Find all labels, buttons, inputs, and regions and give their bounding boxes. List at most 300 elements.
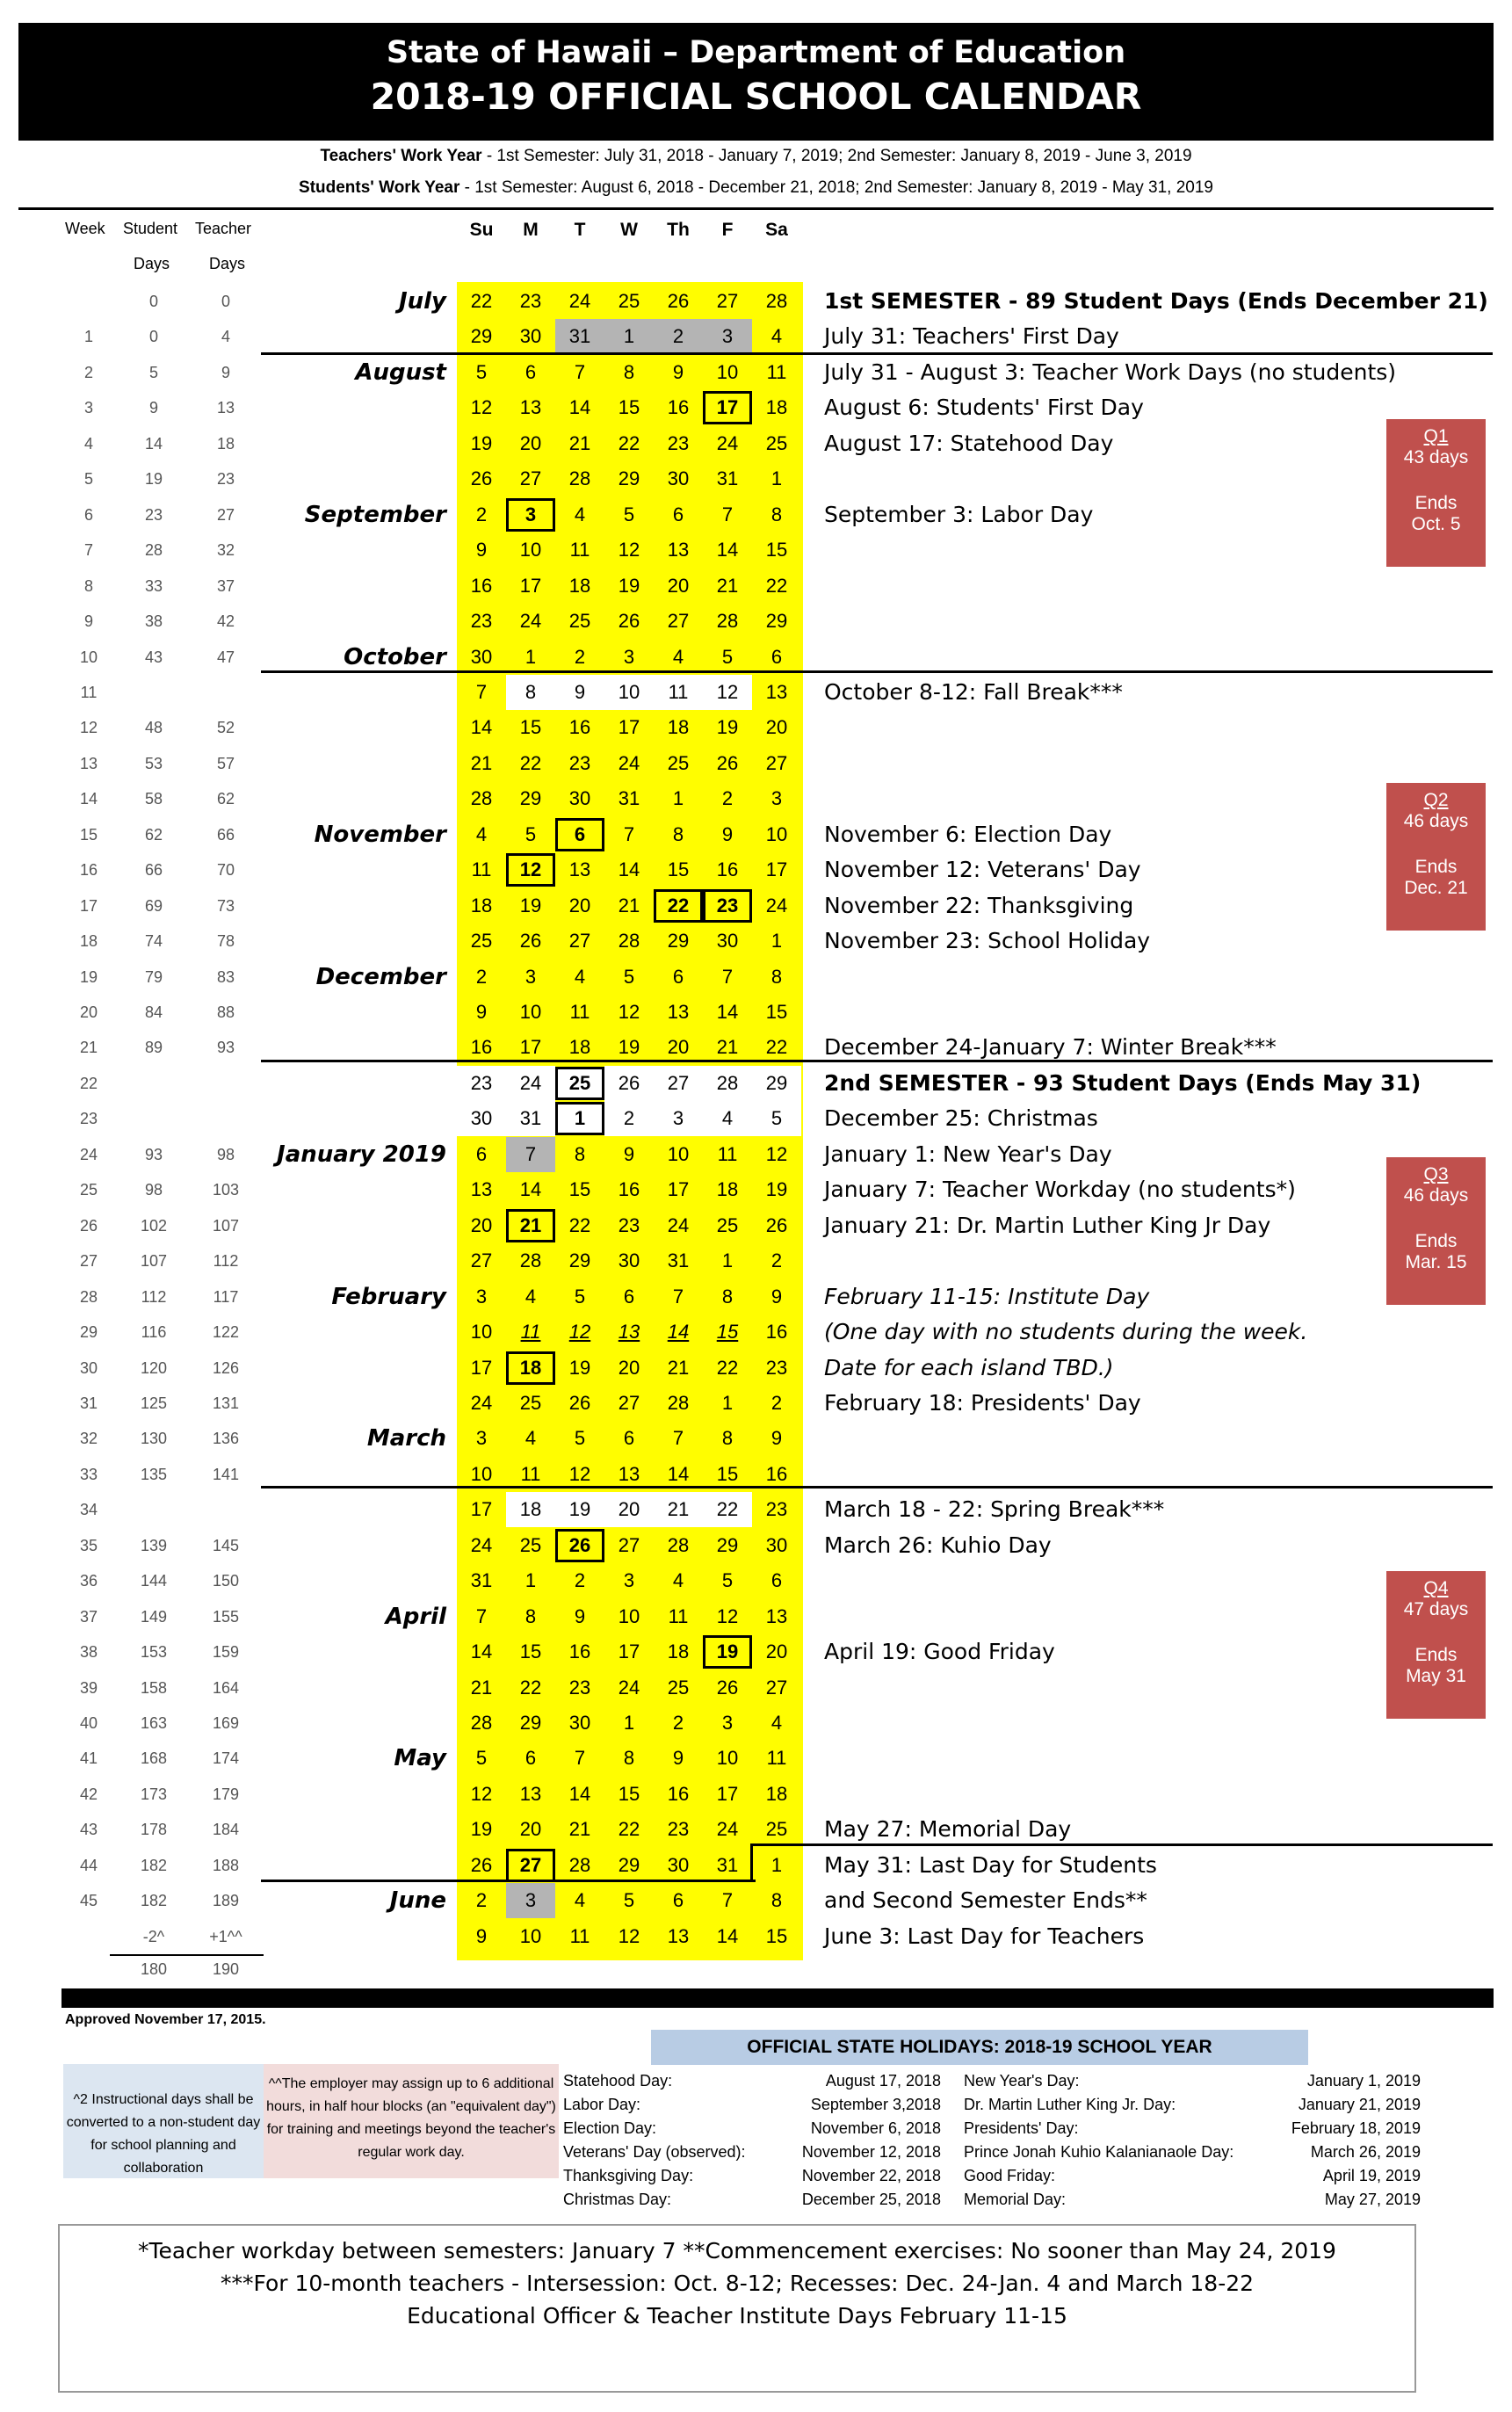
calendar-week-row	[0, 1101, 1512, 1136]
calendar-day: 26	[568, 1391, 591, 1414]
month-label: August	[355, 359, 446, 386]
teacher-days-count: 107	[212, 1216, 240, 1235]
quarter-box	[1386, 419, 1486, 567]
week-number: 9	[83, 612, 93, 631]
month-label	[255, 1351, 446, 1386]
calendar-week-row	[0, 746, 1512, 781]
calendar-day: 13	[667, 1001, 690, 1023]
event-note	[824, 995, 1474, 1030]
calendar-day: 29	[519, 787, 542, 810]
month-label	[255, 604, 446, 639]
calendar-day: 4	[672, 645, 684, 668]
calendar-day: 27	[506, 1849, 555, 1882]
calendar-day: 11	[668, 1604, 689, 1627]
calendar-day: 26	[667, 290, 690, 312]
calendar-day: 5	[623, 1889, 635, 1912]
calendar-day: 26	[618, 610, 640, 633]
student-days-count: 66	[144, 861, 163, 880]
calendar-day: 17	[765, 858, 788, 881]
calendar-week-row	[0, 1670, 1512, 1706]
calendar-day: 11	[717, 1142, 738, 1165]
calendar-day: 7	[672, 1427, 684, 1450]
calendar-day: 19	[519, 894, 542, 916]
calendar-day: 6	[770, 1569, 783, 1592]
quarter-days: 46 days	[1403, 1185, 1469, 1206]
teacher-days-count: 117	[213, 1287, 239, 1306]
week-number: 14	[79, 790, 98, 808]
teacher-days-count: 70	[216, 861, 235, 880]
teacher-days-count: 126	[212, 1358, 240, 1377]
calendar-day: 2	[475, 965, 488, 988]
teacher-days-count	[195, 675, 257, 710]
calendar-day: 23	[667, 1818, 690, 1841]
holiday-row	[964, 2164, 1421, 2188]
calendar-day: 22	[519, 1676, 542, 1699]
week-number: 5	[83, 470, 93, 489]
month-label	[255, 675, 446, 710]
week-number: 10	[79, 648, 98, 666]
calendar-week-row	[0, 569, 1512, 604]
event-note	[824, 746, 1474, 781]
student-days-count: 182	[140, 1856, 168, 1874]
col-week: Week	[65, 220, 105, 237]
calendar-day: 14	[716, 539, 739, 561]
student-days-count	[123, 1066, 184, 1101]
calendar-day: 1	[721, 1391, 734, 1414]
calendar-day: 26	[519, 930, 542, 952]
calendar-day: 5	[574, 1427, 586, 1450]
calendar-week-row	[0, 1563, 1512, 1598]
calendar-day: 12	[568, 1321, 591, 1344]
calendar-day: 9	[475, 1001, 488, 1023]
calendar-day: 1	[672, 787, 684, 810]
holiday-name: Election Day:	[563, 2119, 657, 2137]
student-days-count: 168	[140, 1749, 168, 1768]
calendar-day: 9	[475, 1924, 488, 1947]
calendar-day: 7	[623, 822, 635, 845]
calendar-day: 5	[721, 1569, 734, 1592]
month-label	[255, 1101, 446, 1136]
calendar-day: 11	[766, 1747, 787, 1770]
bottom-notes-box	[58, 2224, 1416, 2393]
calendar-day: 31	[506, 1101, 555, 1136]
calendar-day: 20	[470, 1213, 493, 1236]
week-number	[58, 284, 119, 319]
holiday-date: January 1, 2019	[1306, 2072, 1421, 2090]
calendar-day: 4	[770, 325, 783, 348]
calendar-day: 22	[618, 1818, 640, 1841]
calendar-day: 18	[765, 396, 788, 419]
col-student-days: Days	[134, 255, 170, 272]
calendar-day: 6	[672, 503, 684, 525]
calendar-day: 22	[765, 574, 788, 597]
teacher-days-count: 88	[216, 1003, 235, 1021]
teacher-days-count: 62	[216, 790, 235, 808]
month-label	[255, 1243, 446, 1278]
teacher-days-count: 18	[216, 434, 235, 453]
calendar-week-row	[0, 1848, 1512, 1883]
calendar-day: 5	[574, 1285, 586, 1307]
event-note: February 18: Presidents' Day	[824, 1389, 1141, 1416]
month-label: January 2019	[277, 1141, 446, 1168]
footnote-teacher-days: ^^The employer may assign up to 6 additional hours, in half hour blocks (an "equivalent day") for training and meetings beyond the teacher's regular work day.	[264, 2064, 559, 2178]
student-days-count: 116	[141, 1323, 167, 1342]
month-label: June	[389, 1887, 446, 1915]
calendar-day: 13	[667, 1924, 690, 1947]
totals-rule	[110, 1954, 264, 1956]
month-label	[255, 924, 446, 959]
week-number: 7	[83, 541, 93, 560]
calendar-day: 22	[568, 1213, 591, 1236]
calendar-day: 26	[604, 1066, 654, 1101]
calendar-day: 26	[765, 1213, 788, 1236]
calendar-day: 15	[667, 858, 690, 881]
holiday-row	[563, 2140, 941, 2164]
student-days-count: 158	[140, 1678, 168, 1697]
calendar-day: 9	[721, 822, 734, 845]
calendar-day: 28	[470, 787, 493, 810]
calendar-day: 11	[471, 858, 492, 881]
calendar-day: 9	[770, 1427, 783, 1450]
calendar-day: 8	[623, 360, 635, 383]
holiday-row	[563, 2069, 941, 2093]
end-rule-lower	[261, 1880, 756, 1882]
calendar-day: 21	[470, 1676, 493, 1699]
calendar-day: 30	[568, 787, 591, 810]
calendar-day: 24	[506, 1066, 555, 1101]
calendar-day: 12	[470, 396, 493, 419]
calendar-day: 10	[716, 1747, 739, 1770]
total-teacher-days: 190	[212, 1960, 240, 1978]
calendar-week-row	[0, 1421, 1512, 1456]
calendar-day: 1	[721, 1249, 734, 1272]
calendar-week-row	[0, 852, 1512, 887]
calendar-day: 5	[475, 1747, 488, 1770]
event-note: December 24-January 7: Winter Break***	[824, 1034, 1277, 1061]
calendar-day: 15	[765, 1001, 788, 1023]
calendar-week-row	[0, 781, 1512, 816]
event-note	[824, 532, 1474, 568]
holiday-row	[964, 2093, 1421, 2117]
calendar-day: 27	[568, 930, 591, 952]
calendar-day: 7	[506, 1137, 555, 1172]
student-days-count: 43	[144, 648, 163, 666]
calendar-day: 14	[667, 1321, 690, 1344]
calendar-day: 20	[568, 894, 591, 916]
month-label	[255, 1634, 446, 1670]
calendar-day: 6	[672, 965, 684, 988]
quarter-box	[1386, 783, 1486, 931]
calendar-day: 7	[721, 1889, 734, 1912]
calendar-day: 4	[703, 1101, 752, 1136]
quarter-rule-q4	[261, 1486, 1493, 1488]
calendar-day: 28	[765, 290, 788, 312]
calendar-day: 2	[654, 319, 703, 354]
calendar-day: 4	[574, 503, 586, 525]
calendar-day: 3	[475, 1427, 488, 1450]
teachers-work-year-text: - 1st Semester: July 31, 2018 - January 7, 2019; 2nd Semester: January 8, 2019 - June 3, 2019	[481, 147, 1192, 165]
teacher-days-count: 150	[212, 1572, 240, 1590]
month-label	[255, 569, 446, 604]
calendar-day: 24	[470, 1391, 493, 1414]
week-number: 38	[79, 1643, 98, 1662]
calendar-day: 15	[765, 1924, 788, 1947]
calendar-day: 30	[716, 930, 739, 952]
month-label	[255, 995, 446, 1030]
quarter-ends-label: Ends	[1414, 493, 1458, 513]
calendar-day: 29	[519, 1712, 542, 1734]
week-number: 3	[83, 399, 93, 417]
calendar-day: 8	[672, 822, 684, 845]
calendar-day: 9	[475, 539, 488, 561]
teacher-days-count: 98	[216, 1145, 235, 1163]
calendar-day: 16	[765, 1462, 788, 1485]
teacher-days-count: 73	[216, 896, 235, 915]
calendar-day: 22	[716, 1356, 739, 1379]
student-days-count: 5	[148, 363, 158, 381]
calendar-week-row	[0, 284, 1512, 319]
event-note	[824, 1777, 1474, 1812]
teacher-days-count: 0	[221, 293, 230, 310]
calendar-day: 21	[667, 1356, 690, 1379]
month-label: May	[394, 1745, 446, 1772]
week-number: 29	[79, 1323, 98, 1342]
calendar-day: 20	[667, 1036, 690, 1059]
calendar-day: 16	[618, 1178, 640, 1201]
week-number: 17	[79, 896, 98, 915]
teacher-days-count	[195, 1101, 257, 1136]
holiday-date: March 26, 2019	[1310, 2143, 1421, 2161]
calendar-day: 29	[752, 1066, 801, 1101]
event-note: November 12: Veterans' Day	[824, 857, 1141, 883]
holiday-row	[964, 2117, 1421, 2140]
calendar-day: 6	[524, 360, 537, 383]
footer-band	[61, 1988, 1494, 2008]
event-note: Date for each island TBD.)	[824, 1354, 1114, 1380]
calendar-week-row	[0, 1208, 1512, 1243]
quarter-end-date: Oct. 5	[1411, 514, 1461, 534]
teacher-days-count: 189	[212, 1892, 240, 1910]
event-note: November 23: School Holiday	[824, 928, 1151, 954]
calendar-day: 18	[667, 1641, 690, 1663]
holiday-name: Thanksgiving Day:	[563, 2167, 694, 2184]
calendar-day: 23	[703, 889, 752, 923]
calendar-day: 10	[470, 1462, 493, 1485]
holiday-row	[563, 2117, 941, 2140]
week-number: 28	[79, 1287, 98, 1306]
holiday-date: April 19, 2019	[1322, 2167, 1421, 2184]
calendar-week-row	[0, 1919, 1512, 1954]
calendar-day: 24	[716, 431, 739, 454]
student-days-count: 153	[140, 1643, 168, 1662]
teacher-days-count: 27	[216, 505, 235, 524]
calendar-day: 4	[574, 1889, 586, 1912]
student-days-count: 14	[144, 434, 163, 453]
calendar-week-row	[0, 1386, 1512, 1421]
student-days-count: 58	[144, 790, 163, 808]
student-days-count: 9	[148, 399, 158, 417]
calendar-day: 25	[716, 1213, 739, 1236]
month-label	[255, 532, 446, 568]
calendar-day: 3	[721, 1712, 734, 1734]
calendar-day: 12	[703, 675, 752, 710]
calendar-day: 26	[555, 1529, 604, 1562]
month-label	[255, 1492, 446, 1527]
calendar-week-row	[0, 1528, 1512, 1563]
calendar-day: 20	[618, 1356, 640, 1379]
calendar-day: 18	[667, 716, 690, 739]
calendar-day: 27	[470, 1249, 493, 1272]
week-number: 36	[79, 1572, 98, 1590]
calendar-day: 9	[623, 1142, 635, 1165]
calendar-day: 29	[470, 325, 493, 348]
calendar-day: 25	[765, 431, 788, 454]
calendar-day: 28	[470, 1712, 493, 1734]
teacher-days-count: 155	[212, 1607, 240, 1626]
event-note: July 31: Teachers' First Day	[824, 323, 1119, 350]
calendar-week-row	[0, 532, 1512, 568]
calendar-day: 30	[519, 325, 542, 348]
calendar-day: 16	[765, 1321, 788, 1344]
calendar-day: 25	[519, 1533, 542, 1556]
event-note	[824, 640, 1474, 675]
holiday-row	[563, 2093, 941, 2117]
student-days-count: 38	[144, 612, 163, 631]
calendar-week-row	[0, 1279, 1512, 1315]
holiday-date: November 6, 2018	[810, 2119, 941, 2137]
quarter-box	[1386, 1157, 1486, 1305]
teacher-days-count: 188	[212, 1856, 240, 1874]
calendar-day: 17	[519, 574, 542, 597]
calendar-day: 26	[470, 467, 493, 490]
calendar-day: 6	[475, 1142, 488, 1165]
calendar-day: 17	[470, 1498, 493, 1521]
calendar-week-row	[0, 710, 1512, 745]
teacher-days-count: 164	[212, 1678, 240, 1697]
week-number: 27	[79, 1252, 98, 1271]
calendar-day: 5	[475, 360, 488, 383]
event-note	[824, 1421, 1474, 1456]
calendar-day: 20	[519, 431, 542, 454]
month-label: November	[314, 821, 446, 848]
quarter-box	[1386, 1571, 1486, 1719]
calendar-day: 15	[519, 716, 542, 739]
week-number: 37	[79, 1607, 98, 1626]
calendar-day: 28	[568, 1853, 591, 1876]
calendar-week-row	[0, 1066, 1512, 1101]
month-label	[255, 1848, 446, 1883]
student-days-count: 173	[140, 1785, 168, 1803]
calendar-day: 9	[672, 1747, 684, 1770]
teacher-days-count: 179	[212, 1785, 240, 1803]
holiday-date: November 22, 2018	[801, 2167, 941, 2184]
event-note	[824, 1706, 1474, 1741]
bottom-note-1: *Teacher workday between semesters: January 7 **Commencement exercises: No sooner than May 24, 2019	[138, 2238, 1336, 2264]
calendar-day: 12	[618, 1924, 640, 1947]
calendar-day: 25	[555, 1067, 604, 1100]
calendar-day: 26	[716, 751, 739, 774]
quarter-label: Q1	[1423, 426, 1449, 446]
holiday-name: Good Friday:	[964, 2167, 1056, 2184]
calendar-day: 31	[716, 467, 739, 490]
week-number: 2	[83, 363, 93, 381]
event-note	[824, 1243, 1474, 1278]
holiday-row	[964, 2069, 1421, 2093]
week-number: 35	[79, 1536, 98, 1554]
calendar-day: 25	[667, 751, 690, 774]
week-number: 42	[79, 1785, 98, 1803]
calendar-day: 6	[770, 645, 783, 668]
calendar-day: 30	[470, 645, 493, 668]
week-number: 16	[79, 861, 98, 880]
month-label	[255, 781, 446, 816]
holiday-name: Prince Jonah Kuhio Kalanianaole Day:	[964, 2143, 1234, 2161]
calendar-day: 23	[470, 610, 493, 633]
event-note: 2nd SEMESTER - 93 Student Days (Ends May 31)	[824, 1069, 1422, 1096]
event-note: August 17: Statehood Day	[824, 430, 1114, 456]
holiday-name: Christmas Day:	[563, 2191, 672, 2208]
calendar-day: 11	[569, 1001, 590, 1023]
teacher-days-count: 47	[216, 648, 235, 666]
calendar-day: 14	[618, 858, 640, 881]
holiday-date: December 25, 2018	[801, 2191, 941, 2208]
end-rule-upper	[750, 1843, 1493, 1846]
calendar-day: 22	[765, 1036, 788, 1059]
calendar-day: 29	[618, 1853, 640, 1876]
students-work-year	[0, 178, 1512, 198]
calendar-week-row	[0, 1883, 1512, 1918]
quarter-ends-label: Ends	[1414, 857, 1458, 877]
teacher-days-count: 13	[216, 399, 235, 417]
calendar-day: 6	[623, 1427, 635, 1450]
calendar-day: 15	[519, 1641, 542, 1663]
calendar-day: 13	[568, 858, 591, 881]
week-number: 33	[79, 1465, 98, 1483]
event-note: January 21: Dr. Martin Luther King Jr Day	[824, 1212, 1271, 1238]
student-days-count: 74	[144, 932, 163, 951]
calendar-day: 3	[623, 645, 635, 668]
calendar-day: 20	[765, 716, 788, 739]
month-label	[255, 1208, 446, 1243]
calendar-day: 5	[623, 965, 635, 988]
month-label	[255, 319, 446, 354]
event-note: 1st SEMESTER - 89 Student Days (Ends December 21)	[824, 288, 1488, 314]
calendar-day: 16	[568, 716, 591, 739]
calendar-day: 7	[574, 360, 586, 383]
calendar-day: 20	[765, 1641, 788, 1663]
calendar-day: 29	[765, 610, 788, 633]
event-note	[824, 960, 1474, 995]
week-number: 25	[79, 1181, 98, 1199]
calendar-day: 3	[703, 319, 752, 354]
calendar-day: 19	[555, 1492, 604, 1527]
calendar-day: 17	[703, 391, 752, 424]
calendar-week-row	[0, 461, 1512, 496]
event-note: February 11-15: Institute Day	[824, 1283, 1150, 1309]
month-label: December	[315, 963, 446, 990]
calendar-day: 26	[470, 1853, 493, 1876]
calendar-day: 10	[519, 1924, 542, 1947]
calendar-day: 23	[457, 1066, 506, 1101]
quarter-rule-q2	[261, 670, 1493, 673]
calendar-day: 22	[703, 1492, 752, 1527]
teacher-days-count: 184	[212, 1821, 240, 1839]
students-work-year-text: - 1st Semester: August 6, 2018 - December 21, 2018; 2nd Semester: January 8, 2019 - May 31, 2019	[459, 178, 1213, 197]
student-days-count: 23	[144, 505, 163, 524]
holiday-date: January 21, 2019	[1298, 2096, 1421, 2113]
calendar-day: 24	[618, 1676, 640, 1699]
calendar-day: 24	[716, 1818, 739, 1841]
